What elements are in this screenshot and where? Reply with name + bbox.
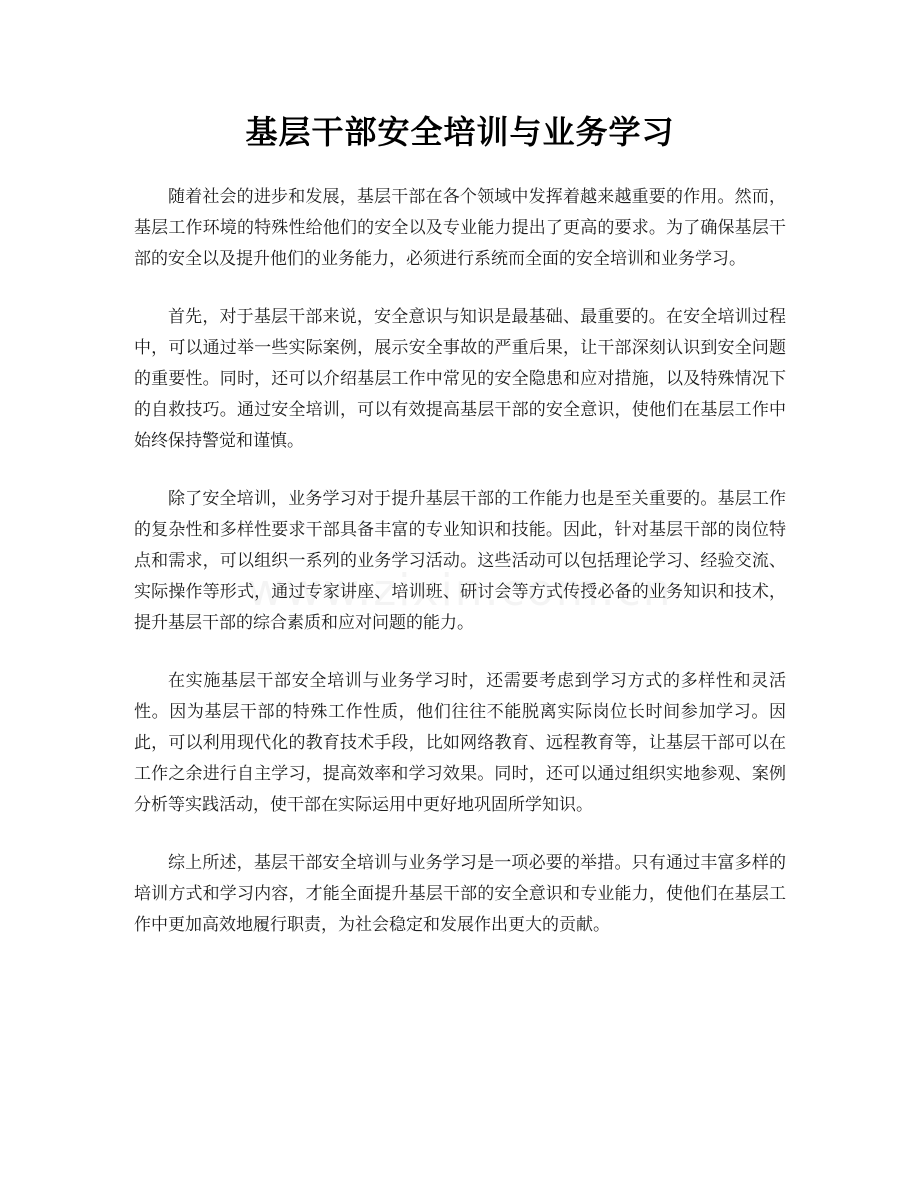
paragraph-4: 在实施基层干部安全培训与业务学习时，还需要考虑到学习方式的多样性和灵活性。因为基层干部的特殊工作性质，他们往往不能脱离实际岗位长时间参加学习。因此，可以利用现代化的教育技术手段，比如网络教育、远程教育等，让基层干部可以在工作之余进行自主学习，提高效率和学习效果。同时，还可以通过组织实地参观、案例分析等实践活动，使干部在实际运用中更好地巩固所学知识。 <box>134 671 786 815</box>
paragraph-1: 随着社会的进步和发展，基层干部在各个领域中发挥着越来越重要的作用。然而，基层工作环境的特殊性给他们的安全以及专业能力提出了更高的要求。为了确保基层干部的安全以及提升他们的业务能力，必须进行系统而全面的安全培训和业务学习。 <box>134 187 786 269</box>
paragraph-2: 首先，对于基层干部来说，安全意识与知识是最基础、最重要的。在安全培训过程中，可以通过举一些实际案例，展示安全事故的严重后果，让干部深刻认识到安全问题的重要性。同时，还可以介绍基层工作中常见的安全隐患和应对措施，以及特殊情况下的自救技巧。通过安全培训，可以有效提高基层干部的安全意识，使他们在基层工作中始终保持警觉和谨慎。 <box>134 307 786 451</box>
paragraph-5: 综上所述，基层干部安全培训与业务学习是一项必要的举措。只有通过丰富多样的培训方式和学习内容，才能全面提升基层干部的安全意识和专业能力，使他们在基层工作中更加高效地履行职责，为社会稳定和发展作出更大的贡献。 <box>134 853 786 935</box>
document-title: 基层干部安全培训与业务学习 <box>245 113 675 151</box>
document-body <box>134 182 786 968</box>
paragraph-3: 除了安全培训，业务学习对于提升基层干部的工作能力也是至关重要的。基层工作的复杂性和多样性要求干部具备丰富的专业知识和技能。因此，针对基层干部的岗位特点和需求，可以组织一系列的业务学习活动。这些活动可以包括理论学习、经验交流、实际操作等形式，通过专家讲座、培训班、研讨会等方式传授必备的业务知识和技术，提升基层干部的综合素质和应对问题的能力。 <box>134 489 786 633</box>
